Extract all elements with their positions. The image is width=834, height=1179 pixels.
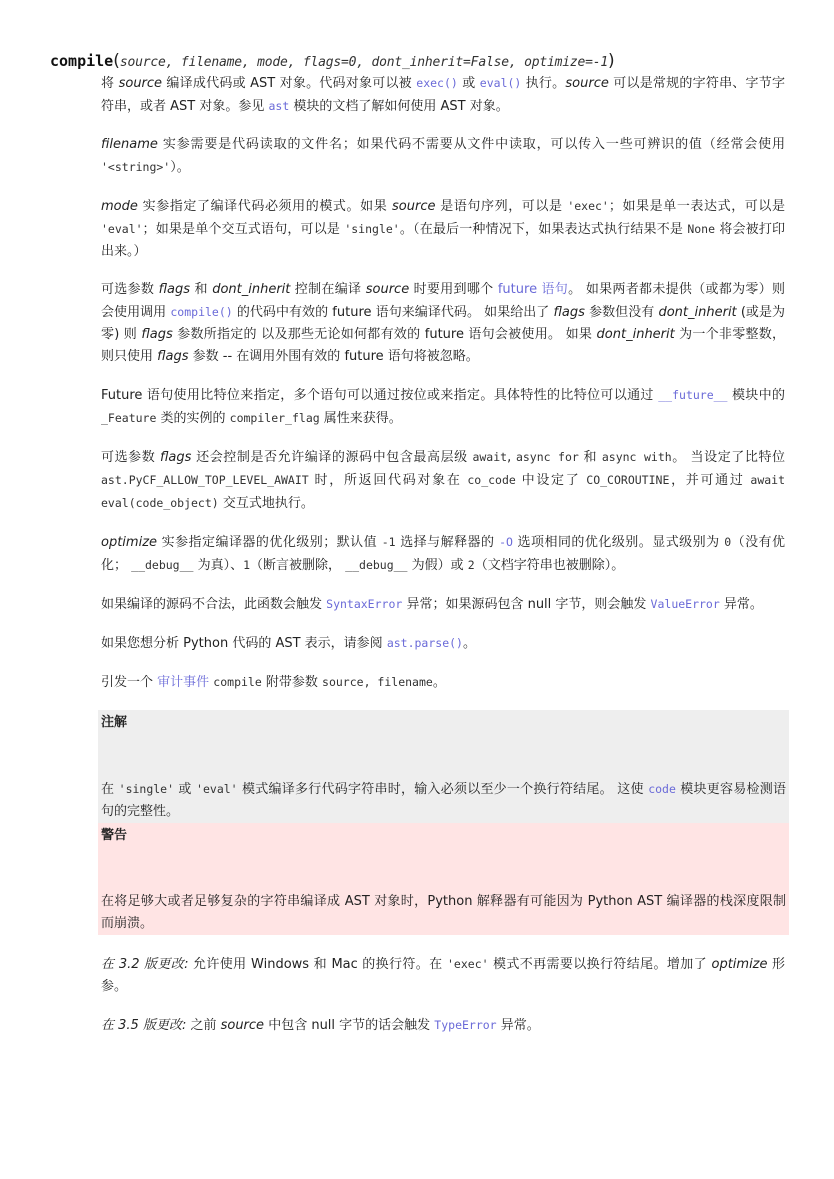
exec-link[interactable]: exec()	[416, 76, 458, 90]
value-error-link[interactable]: ValueError	[650, 597, 720, 611]
syntax-error-link[interactable]: SyntaxError	[326, 597, 403, 611]
compile-link[interactable]: compile()	[170, 305, 233, 319]
paragraph-flags: 可选参数 flags 和 dont_inherit 控制在编译 source 时要用到哪个 future 语句。 如果两者都未提供（或都为零）则会使用调用 compile() 的代码中有效的 future 语句来编译代码。 如果给出了 flags 参数但没有 dont_inherit (或是为零) 则 flags 参数所指定的 以及那些无论如何都有效的 future 语句会被使用。 如果 dont_inherit 为一个非零整数，则只使用 flags 参数 -- 在调用外围有效的 future 语句将被忽略。	[101, 282, 786, 364]
note-admonition	[98, 710, 789, 823]
close-paren: )	[607, 51, 615, 71]
function-signature	[50, 50, 810, 74]
code-module-link[interactable]: code	[648, 782, 676, 796]
warning-admonition	[98, 823, 789, 935]
function-description	[101, 72, 785, 1053]
paragraph-filename: filename 实参需要是代码读取的文件名；如果代码不需要从文件中读取，可以传入一些可辨识的值（经常会使用 '<string>'）。	[101, 137, 785, 175]
paragraph-future-bits: Future 语句使用比特位来指定，多个语句可以通过按位或来指定。具体特性的比特位可以通过 __future__ 模块中的 _Feature 类的实例的 compiler_flag 属性来获得。	[101, 388, 785, 426]
paragraph-errors: 如果编译的源码不合法，此函数会触发 SyntaxError 异常；如果源码包含 null 字节，则会触发 ValueError 异常。	[101, 597, 763, 612]
function-name: compile	[50, 52, 114, 70]
warning-body: 在将足够大或者足够复杂的字符串编译成 AST 对象时，Python 解释器有可能因为 Python AST 编译器的栈深度限制而崩溃。	[101, 894, 786, 931]
paragraph-ast-parse: 如果您想分析 Python 代码的 AST 表示，请参阅 ast.parse()。	[101, 636, 476, 651]
future-module-link[interactable]: __future__	[658, 388, 728, 402]
type-error-link[interactable]: TypeError	[434, 1018, 497, 1032]
paragraph-source: 将 source 编译成代码或 AST 对象。代码对象可以被 exec() 或 eval() 执行。source 可以是常规的字符串、字节字符串，或者 AST 对象。参见 ast 模块的文档了解如何使用 AST 对象。	[101, 76, 785, 114]
paragraph-await: 可选参数 flags 还会控制是否允许编译的源码中包含最高层级 await, async for 和 async with。 当设定了比特位 ast.PyCF_ALLOW_TOP_LEVEL_AWAIT 时，所返回代码对象在 co_code 中设定了 CO_COROUTINE，并可通过 await eval(code_object) 交互式地执行。	[101, 450, 786, 511]
version-changed-3-2: 在 3.2 版更改: 允许使用 Windows 和 Mac 的换行符。在 'exec' 模式不再需要以换行符结尾。增加了 optimize 形参。	[101, 957, 786, 994]
version-changed-3-5: 在 3.5 版更改: 之前 source 中包含 null 字节的话会触发 TypeError 异常。	[101, 1018, 540, 1033]
ast-module-link[interactable]: ast	[268, 99, 290, 113]
future-statement-link[interactable]: future 语句	[497, 282, 569, 297]
audit-event-link[interactable]: 审计事件	[157, 675, 210, 690]
open-paren: (	[113, 51, 120, 71]
ast-parse-link[interactable]: ast.parse()	[386, 636, 463, 650]
eval-link[interactable]: eval()	[479, 76, 522, 90]
note-title: 注解	[101, 715, 128, 730]
note-body: 在 'single' 或 'eval' 模式编译多行代码字符串时，输入必须以至少一个换行符结尾。 这使 code 模块更容易检测语句的完整性。	[101, 782, 787, 819]
function-params: source, filename, mode, flags=0, dont_inherit=False, optimize=-1	[119, 55, 608, 70]
paragraph-audit: 引发一个 审计事件 compile 附带参数 source, filename。	[101, 675, 446, 690]
option-O-link[interactable]: -O	[499, 535, 513, 549]
paragraph-mode: mode 实参指定了编译代码必须用的模式。如果 source 是语句序列，可以是 'exec'；如果是单一表达式，可以是 'eval'；如果是单个交互式语句，可以是 'single'。（在最后一种情况下，如果表达式执行结果不是 None 将会被打印出来。）	[101, 199, 785, 259]
warning-title: 警告	[101, 828, 128, 843]
paragraph-optimize: optimize 实参指定编译器的优化级别；默认值 -1 选择与解释器的 -O 选项相同的优化级别。显式级别为 0（没有优化； __debug__ 为真）、1（断言被删除， __debug__ 为假）或 2（文档字符串也被删除）。	[101, 535, 786, 573]
